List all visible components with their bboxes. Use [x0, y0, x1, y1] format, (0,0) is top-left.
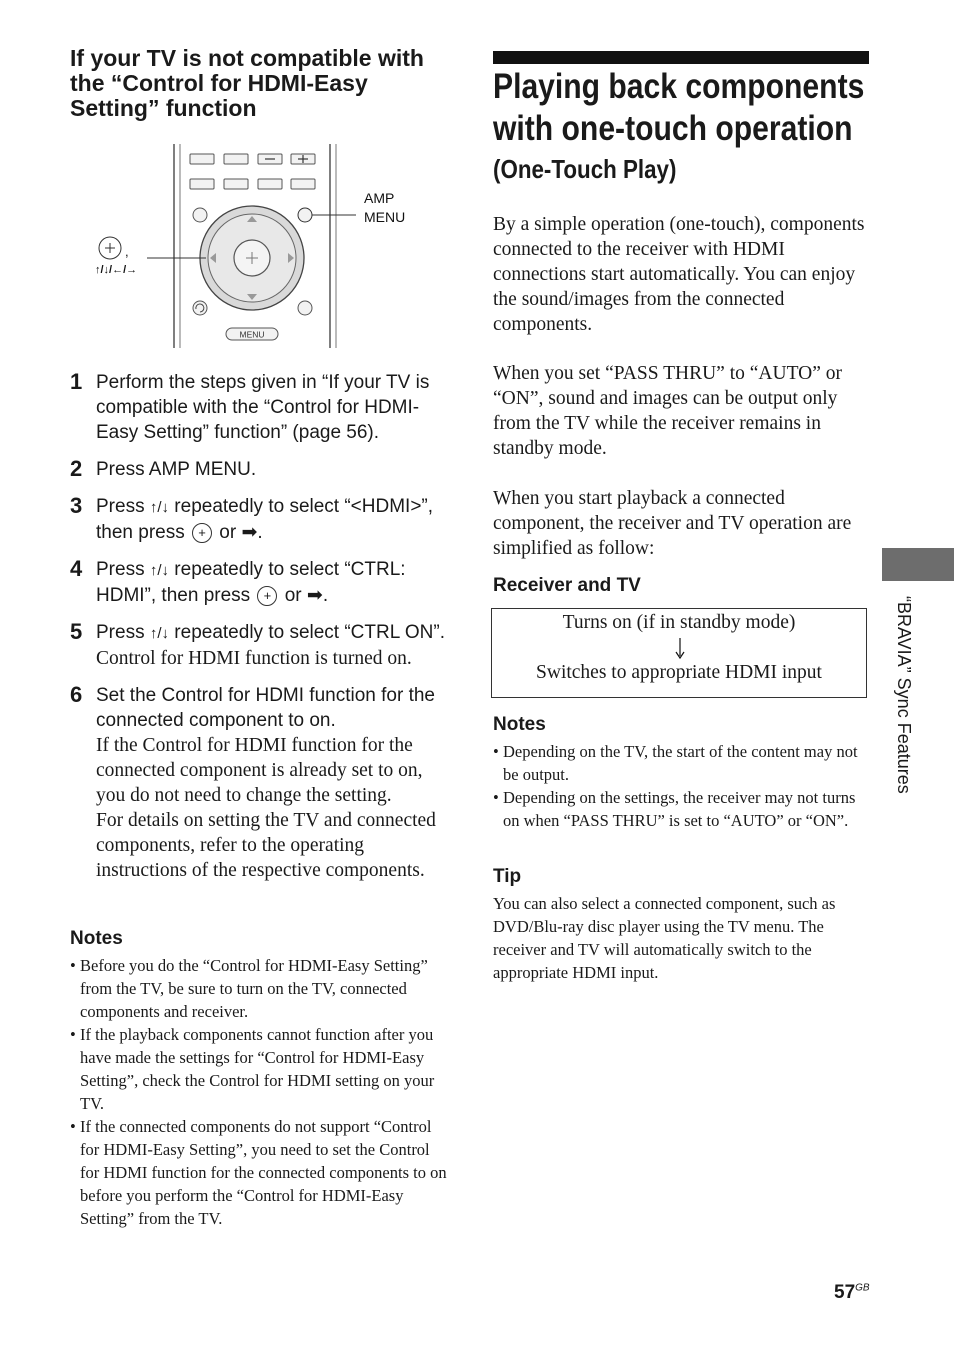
enter-icon: +	[192, 523, 212, 543]
step-subtext: Control for HDMI function is turned on.	[96, 648, 412, 669]
flow-step: Switches to appropriate HDMI input	[536, 662, 822, 683]
tip-heading: Tip	[493, 866, 522, 887]
side-section-label: “BRAVIA” Sync Features	[894, 596, 914, 794]
note-item: • Depending on the TV, the start of the content may not be output.	[493, 740, 869, 786]
receiver-tv-heading: Receiver and TV	[493, 575, 641, 596]
notes-heading: Notes	[70, 928, 123, 949]
menu-button-label: MENU	[239, 329, 265, 340]
step-text: Press AMP MENU.	[96, 459, 257, 480]
step-text: Press ↑/↓ repeatedly to select “CTRL ON”.	[96, 622, 445, 643]
paragraph: When you start playback a connected component, the receiver and TV operation are simplified as follow:	[493, 488, 852, 559]
step-subtext: For details on setting the TV and connected components, refer to the operating instructions of the respective components.	[96, 810, 436, 881]
up-down-arrow-icon: ↑/↓	[149, 562, 170, 579]
step-number: 2	[70, 456, 83, 481]
remote-control-illustration	[92, 142, 422, 350]
arrows-label: ↑/↓/←/→	[95, 264, 138, 276]
note-item: • Before you do the “Control for HDMI-Easy Setting” from the TV, be sure to turn on the TV, connected components and receiver.	[70, 954, 450, 1023]
step-number: 6	[70, 682, 83, 707]
page-title: Playing back components with one-touch operation	[493, 67, 865, 148]
tip-block	[493, 866, 869, 984]
page-number: $57^{GB}$	[834, 1282, 870, 1303]
paragraph: When you set “PASS THRU” to “AUTO” or “ON”, sound and images can be output only from the TV while the receiver remains in standby mode.	[493, 363, 842, 459]
right-arrow-icon: ➡	[241, 522, 258, 543]
flow-box	[491, 608, 867, 698]
step-text: Press ↑/↓ repeatedly to select “CTRL: HDMI”, then press + or ➡.	[96, 559, 406, 606]
amp-menu-label-line1: AMP	[364, 190, 395, 206]
step-6	[70, 683, 455, 883]
amp-menu-label-line2: MENU	[364, 209, 406, 225]
step-number: 3	[70, 493, 83, 518]
right-notes	[493, 714, 869, 832]
enter-label-suffix: ,	[125, 244, 129, 259]
tip-text: You can also select a connected component, such as DVD/Blu-ray disc player using the TV menu. The receiver and TV will automatically switch to the appropriate HDMI input.	[493, 894, 836, 982]
section-title: If your TV is not compatible with the “Control for HDMI-Easy Setting” function	[70, 45, 424, 121]
note-item: • If the playback components cannot function after you have made the settings for “Control for HDMI-Easy Setting”, check the Control for HDMI setting on your TV.	[70, 1023, 450, 1115]
notes-heading: Notes	[493, 714, 546, 735]
step-text: Press ↑/↓ repeatedly to select “<HDMI>”, then press + or ➡.	[96, 496, 434, 543]
up-down-arrow-icon: ↑/↓	[149, 499, 170, 516]
step-5	[70, 620, 455, 671]
step-subtext: If the Control for HDMI function for the connected component is already set to on, you do not need to change the setting.	[96, 735, 423, 806]
step-text: Perform the steps given in “If your TV is compatible with the “Control for HDMI-Easy Setting” function” (page 56).	[96, 372, 430, 443]
step-number: 4	[70, 556, 83, 581]
step-text: Set the Control for HDMI function for the connected component to on.	[96, 685, 435, 731]
note-item: • If the connected components do not support “Control for HDMI-Easy Setting”, you need to set the Control for HDMI function for the connected components to on before you perform the “Control for HDMI-Easy Setting” from the TV.	[70, 1115, 450, 1230]
step-4	[70, 557, 455, 608]
paragraph: By a simple operation (one-touch), components connected to the receiver with HDMI connections start automatically. You can enjoy the sound/images from the connected components.	[493, 214, 865, 335]
flow-step: Turns on (if in standby mode)	[562, 612, 796, 633]
step-2	[70, 457, 455, 482]
step-number: 5	[70, 619, 83, 644]
section-tab-marker	[882, 548, 954, 581]
remote-top-buttons	[190, 154, 315, 189]
down-arrow-icon	[679, 638, 681, 658]
title-rule	[493, 51, 869, 64]
note-item: • Depending on the settings, the receiver may not turns on when “PASS THRU” is set to “AUTO” or “ON”.	[493, 786, 869, 832]
left-notes	[70, 928, 450, 1230]
step-1	[70, 370, 455, 445]
up-down-arrow-icon: ↑/↓	[149, 625, 170, 642]
steps-list	[70, 370, 455, 895]
page-subtitle: (One-Touch Play)	[493, 154, 677, 184]
enter-icon: +	[257, 586, 277, 606]
step-number: 1	[70, 369, 83, 394]
right-arrow-icon: ➡	[306, 585, 323, 606]
step-3	[70, 494, 455, 545]
